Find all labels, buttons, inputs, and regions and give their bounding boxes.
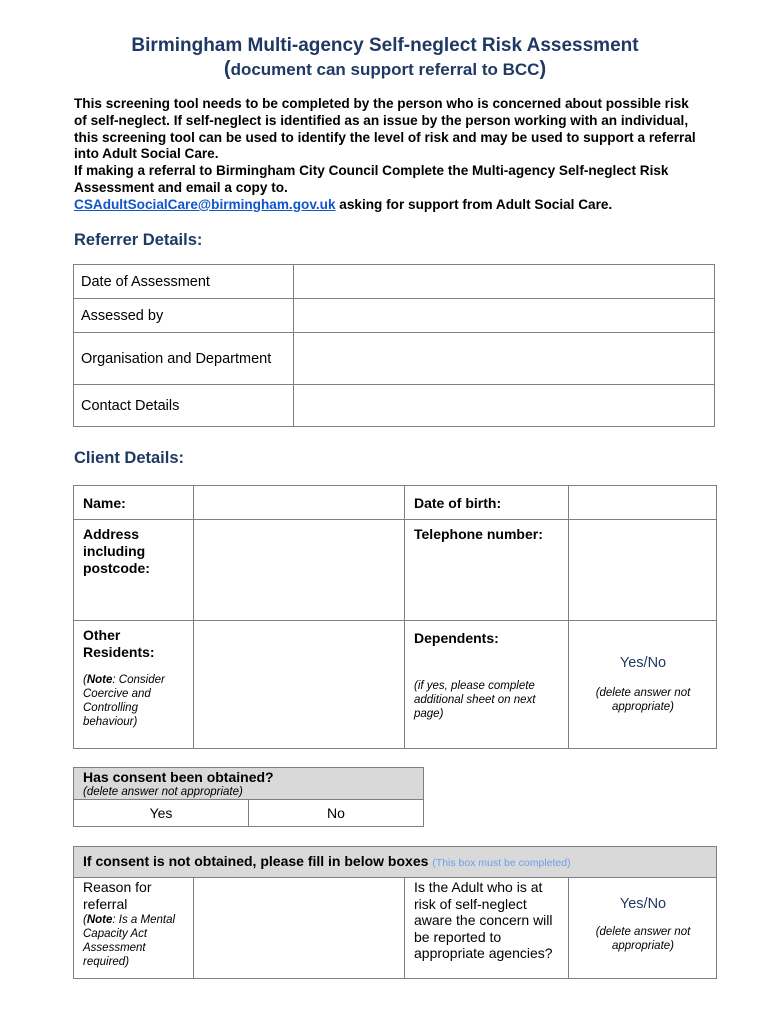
assessed-by-field[interactable] [294,299,715,333]
table-row [74,520,717,621]
telephone-field[interactable] [569,520,717,621]
table-row [74,847,717,878]
organisation-label: Organisation and Department [74,333,294,385]
dependents-title: Dependents: [414,630,499,646]
no-consent-table [73,846,717,979]
other-residents-label [74,621,194,749]
assessed-by-label: Assessed by [74,299,294,333]
reason-line-1: Reason for [83,879,152,895]
no-consent-header [74,847,717,878]
no-consent-hint: (This box must be completed) [432,857,571,870]
subtitle-text: document can support referral to BCC [230,60,540,79]
address-field[interactable] [194,520,405,621]
table-row [74,265,715,299]
subtitle-close-paren: ) [539,58,547,80]
intro-paragraph-1: This screening tool needs to be completed by the person who is concerned about possible risk of self-neglect. If self-neglect is identified as an issue by the person working with an individual, this screening tool can be used to identify the level of risk and may be used to support a referral into Adult Social Care. [74,96,696,162]
consent-table [73,767,424,827]
client-table [73,485,717,749]
intro-line-3: asking for support from Adult Social Care. [335,196,613,212]
referrer-heading: Referrer Details: [74,231,203,249]
name-label: Name: [74,486,194,520]
reason-note-bold: Note [86,914,113,926]
page-title: Birmingham Multi-agency Self-neglect Risk Assessment [131,35,639,56]
address-label [74,520,194,621]
address-line-3: postcode: [83,560,150,576]
date-of-assessment-label: Date of Assessment [74,265,294,299]
other-residents-note [83,673,185,729]
intro-text [74,96,704,214]
intro-paragraph-2 [74,163,704,213]
dependents-delete-note: (delete answer not appropriate) [595,687,691,713]
date-of-assessment-field[interactable] [294,265,715,299]
consent-question-cell [74,768,424,800]
note-bold: Note [86,674,113,686]
contact-details-label: Contact Details [74,385,294,427]
table-row [74,768,424,800]
aware-answer[interactable] [569,878,717,979]
table-row [74,299,715,333]
table-row [74,333,715,385]
table-row [74,800,424,827]
contact-details-field[interactable] [294,385,715,427]
consent-note: (delete answer not appropriate) [83,786,243,798]
reason-label [74,878,194,979]
name-field[interactable] [194,486,405,520]
aware-question: Is the Adult who is at risk of self-neglect aware the concern will be reported to appropriate agencies? [405,878,569,979]
table-row [74,385,715,427]
no-consent-heading: If consent is not obtained, please fill in below boxes [83,853,429,870]
email-link[interactable]: CSAdultSocialCare@birmingham.gov.uk [74,196,336,212]
intro-line-2: If making a referral to Birmingham City Council Complete the Multi-agency Self-neglect Risk Assessment and email a copy to. [74,163,669,195]
dependents-yes-no[interactable]: Yes/No [619,655,667,671]
table-row [74,878,717,979]
consent-yes-option[interactable]: Yes [74,800,249,827]
dependents-label [405,621,569,749]
reason-line-2: referral [83,895,128,912]
referrer-table [73,264,715,427]
other-residents-line-1: Other [83,627,121,643]
dependents-note: (if yes, please complete additional sheet on next page) [414,680,536,720]
note-text: : Consider Coercive and Controlling behaviour) [83,674,165,728]
page-subtitle [0,58,770,81]
table-row [74,621,717,749]
dob-field[interactable] [569,486,717,520]
dependents-answer[interactable] [569,621,717,749]
aware-yes-no[interactable]: Yes/No [619,896,667,912]
address-line-1: Address [83,526,140,542]
consent-no-option[interactable]: No [249,800,424,827]
dob-label: Date of birth: [405,486,569,520]
subtitle-open-paren: ( [223,58,231,80]
consent-question: Has consent been obtained? [83,769,274,785]
reason-note [83,913,185,969]
reason-note-text: : Is a Mental Capacity Act Assessment required) [83,914,176,968]
other-residents-field[interactable] [194,621,405,749]
organisation-field[interactable] [294,333,715,385]
reason-field[interactable] [194,878,405,979]
table-row [74,486,717,520]
aware-delete-note: (delete answer not appropriate) [595,925,691,952]
note-open-paren: ( [83,674,87,686]
reason-note-open: ( [83,914,87,926]
client-heading: Client Details: [74,449,185,467]
other-residents-line-2: Residents: [83,644,155,660]
address-line-2: including [83,543,146,559]
telephone-label: Telephone number: [405,520,569,621]
